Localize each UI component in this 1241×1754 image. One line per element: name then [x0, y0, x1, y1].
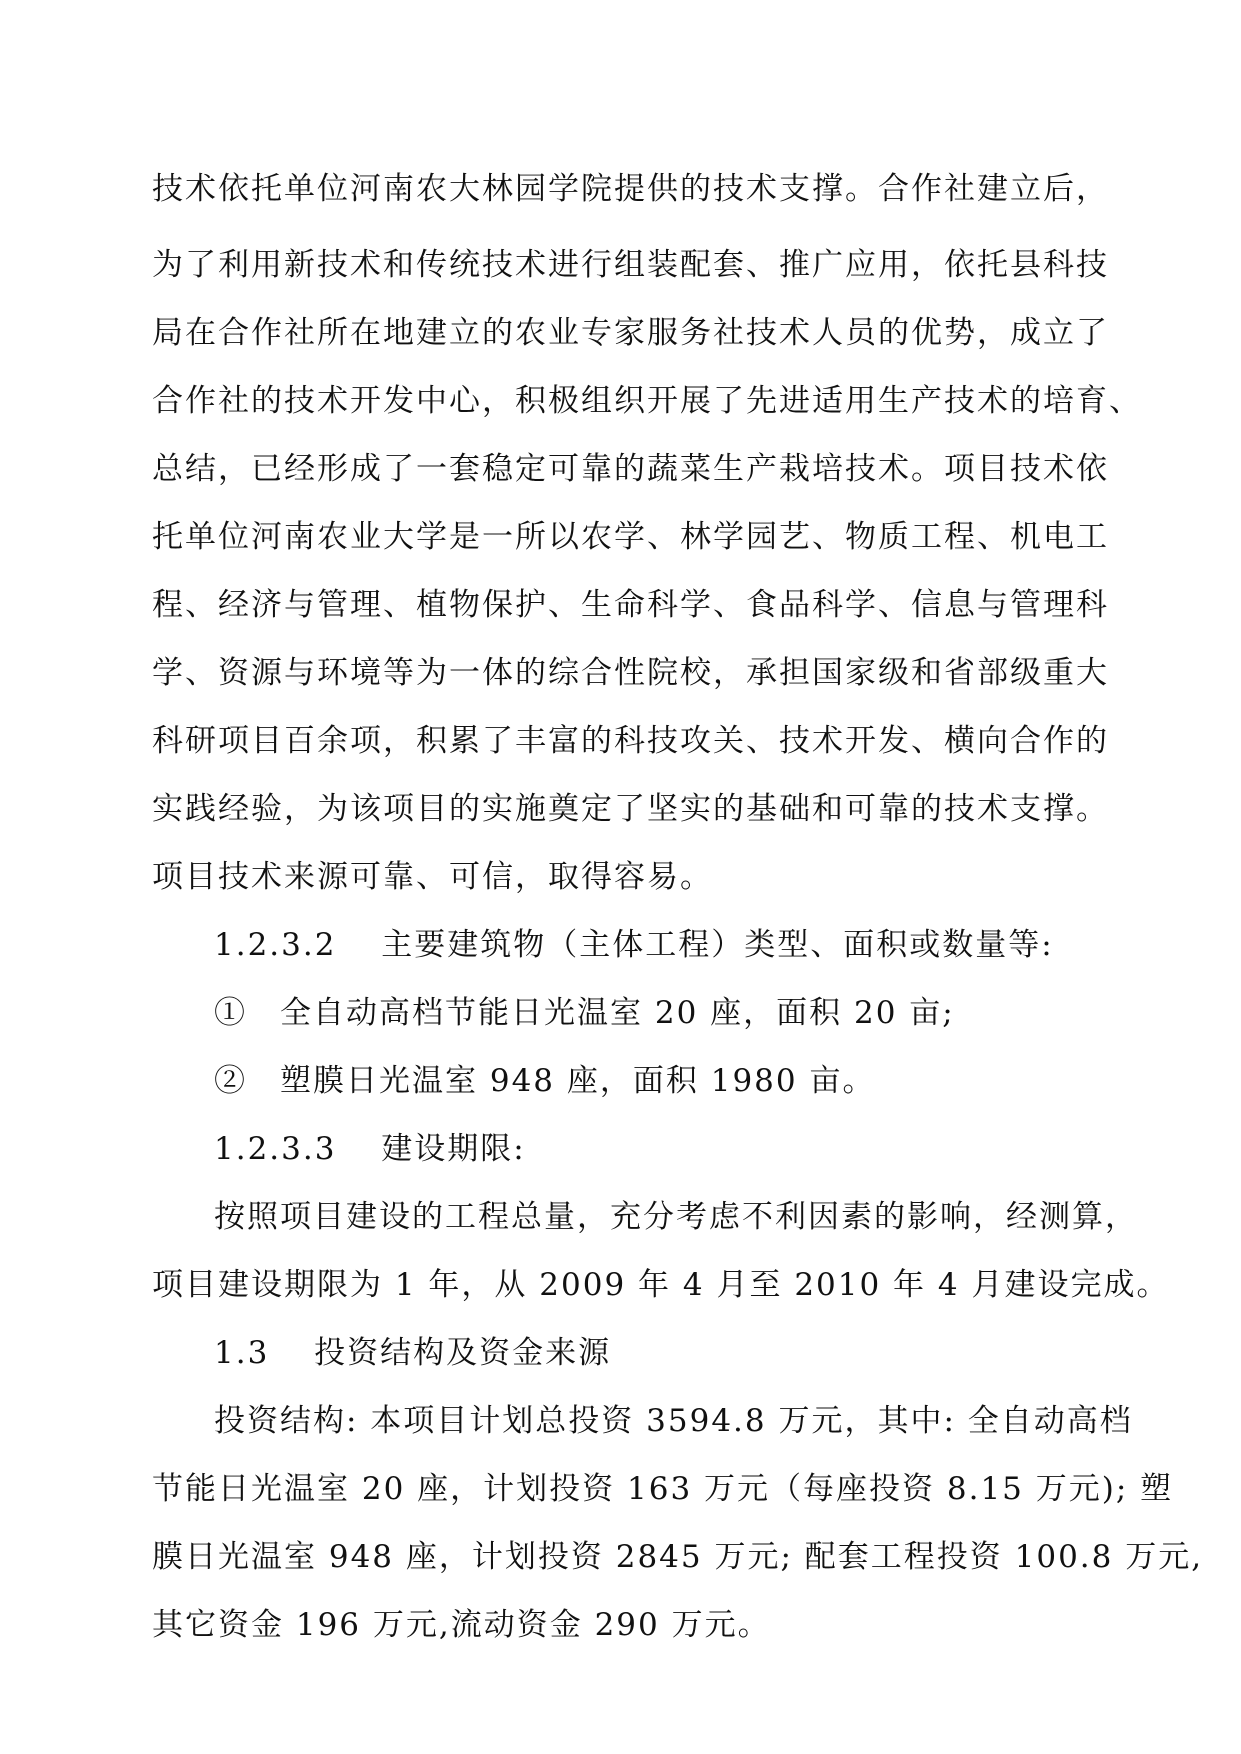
paragraph-line: 技术依托单位河南农大林园学院提供的技术支撑。合作社建立后， [152, 171, 1109, 207]
section-heading-1-2-3-3: 1.2.3.3 建设期限: [214, 1131, 526, 1167]
paragraph-line: 项目技术来源可靠、可信，取得容易。 [152, 859, 713, 895]
paragraph-line: 科研项目百余项，积累了丰富的科技攻关、技术开发、横向合作的 [152, 723, 1109, 759]
paragraph-line: 为了利用新技术和传统技术进行组装配套、推广应用，依托县科技 [152, 247, 1109, 283]
paragraph-line: 实践经验，为该项目的实施奠定了坚实的基础和可靠的技术支撑。 [152, 791, 1109, 827]
paragraph-line: 膜日光温室 948 座，计划投资 2845 万元; 配套工程投资 100.8 万元, [152, 1539, 1204, 1575]
list-item-1: ① 全自动高档节能日光温室 20 座，面积 20 亩; [214, 995, 955, 1031]
section-heading-1-3: 1.3 投资结构及资金来源 [214, 1335, 612, 1371]
paragraph-line: 合作社的技术开发中心，积极组织开展了先进适用生产技术的培育、 [152, 383, 1142, 419]
paragraph-line: 托单位河南农业大学是一所以农学、林学园艺、物质工程、机电工 [152, 519, 1109, 555]
paragraph-line: 局在合作社所在地建立的农业专家服务社技术人员的优势，成立了 [152, 315, 1109, 351]
paragraph-line: 投资结构: 本项目计划总投资 3594.8 万元，其中: 全自动高档 [214, 1403, 1133, 1439]
list-item-2: ② 塑膜日光温室 948 座，面积 1980 亩。 [214, 1063, 876, 1099]
paragraph-line: 总结，已经形成了一套稳定可靠的蔬菜生产栽培技术。项目技术依 [152, 451, 1109, 487]
paragraph-line: 节能日光温室 20 座，计划投资 163 万元（每座投资 8.15 万元); 塑 [152, 1471, 1174, 1507]
paragraph-line: 其它资金 196 万元,流动资金 290 万元。 [152, 1607, 771, 1643]
paragraph-line: 项目建设期限为 1 年，从 2009 年 4 月至 2010 年 4 月建设完成。 [152, 1267, 1170, 1303]
section-heading-1-2-3-2: 1.2.3.2 主要建筑物（主体工程）类型、面积或数量等: [214, 927, 1054, 963]
paragraph-line: 按照项目建设的工程总量，充分考虑不利因素的影响，经测算， [214, 1199, 1138, 1235]
paragraph-line: 学、资源与环境等为一体的综合性院校，承担国家级和省部级重大 [152, 655, 1109, 691]
paragraph-line: 程、经济与管理、植物保护、生命科学、食品科学、信息与管理科 [152, 587, 1109, 623]
